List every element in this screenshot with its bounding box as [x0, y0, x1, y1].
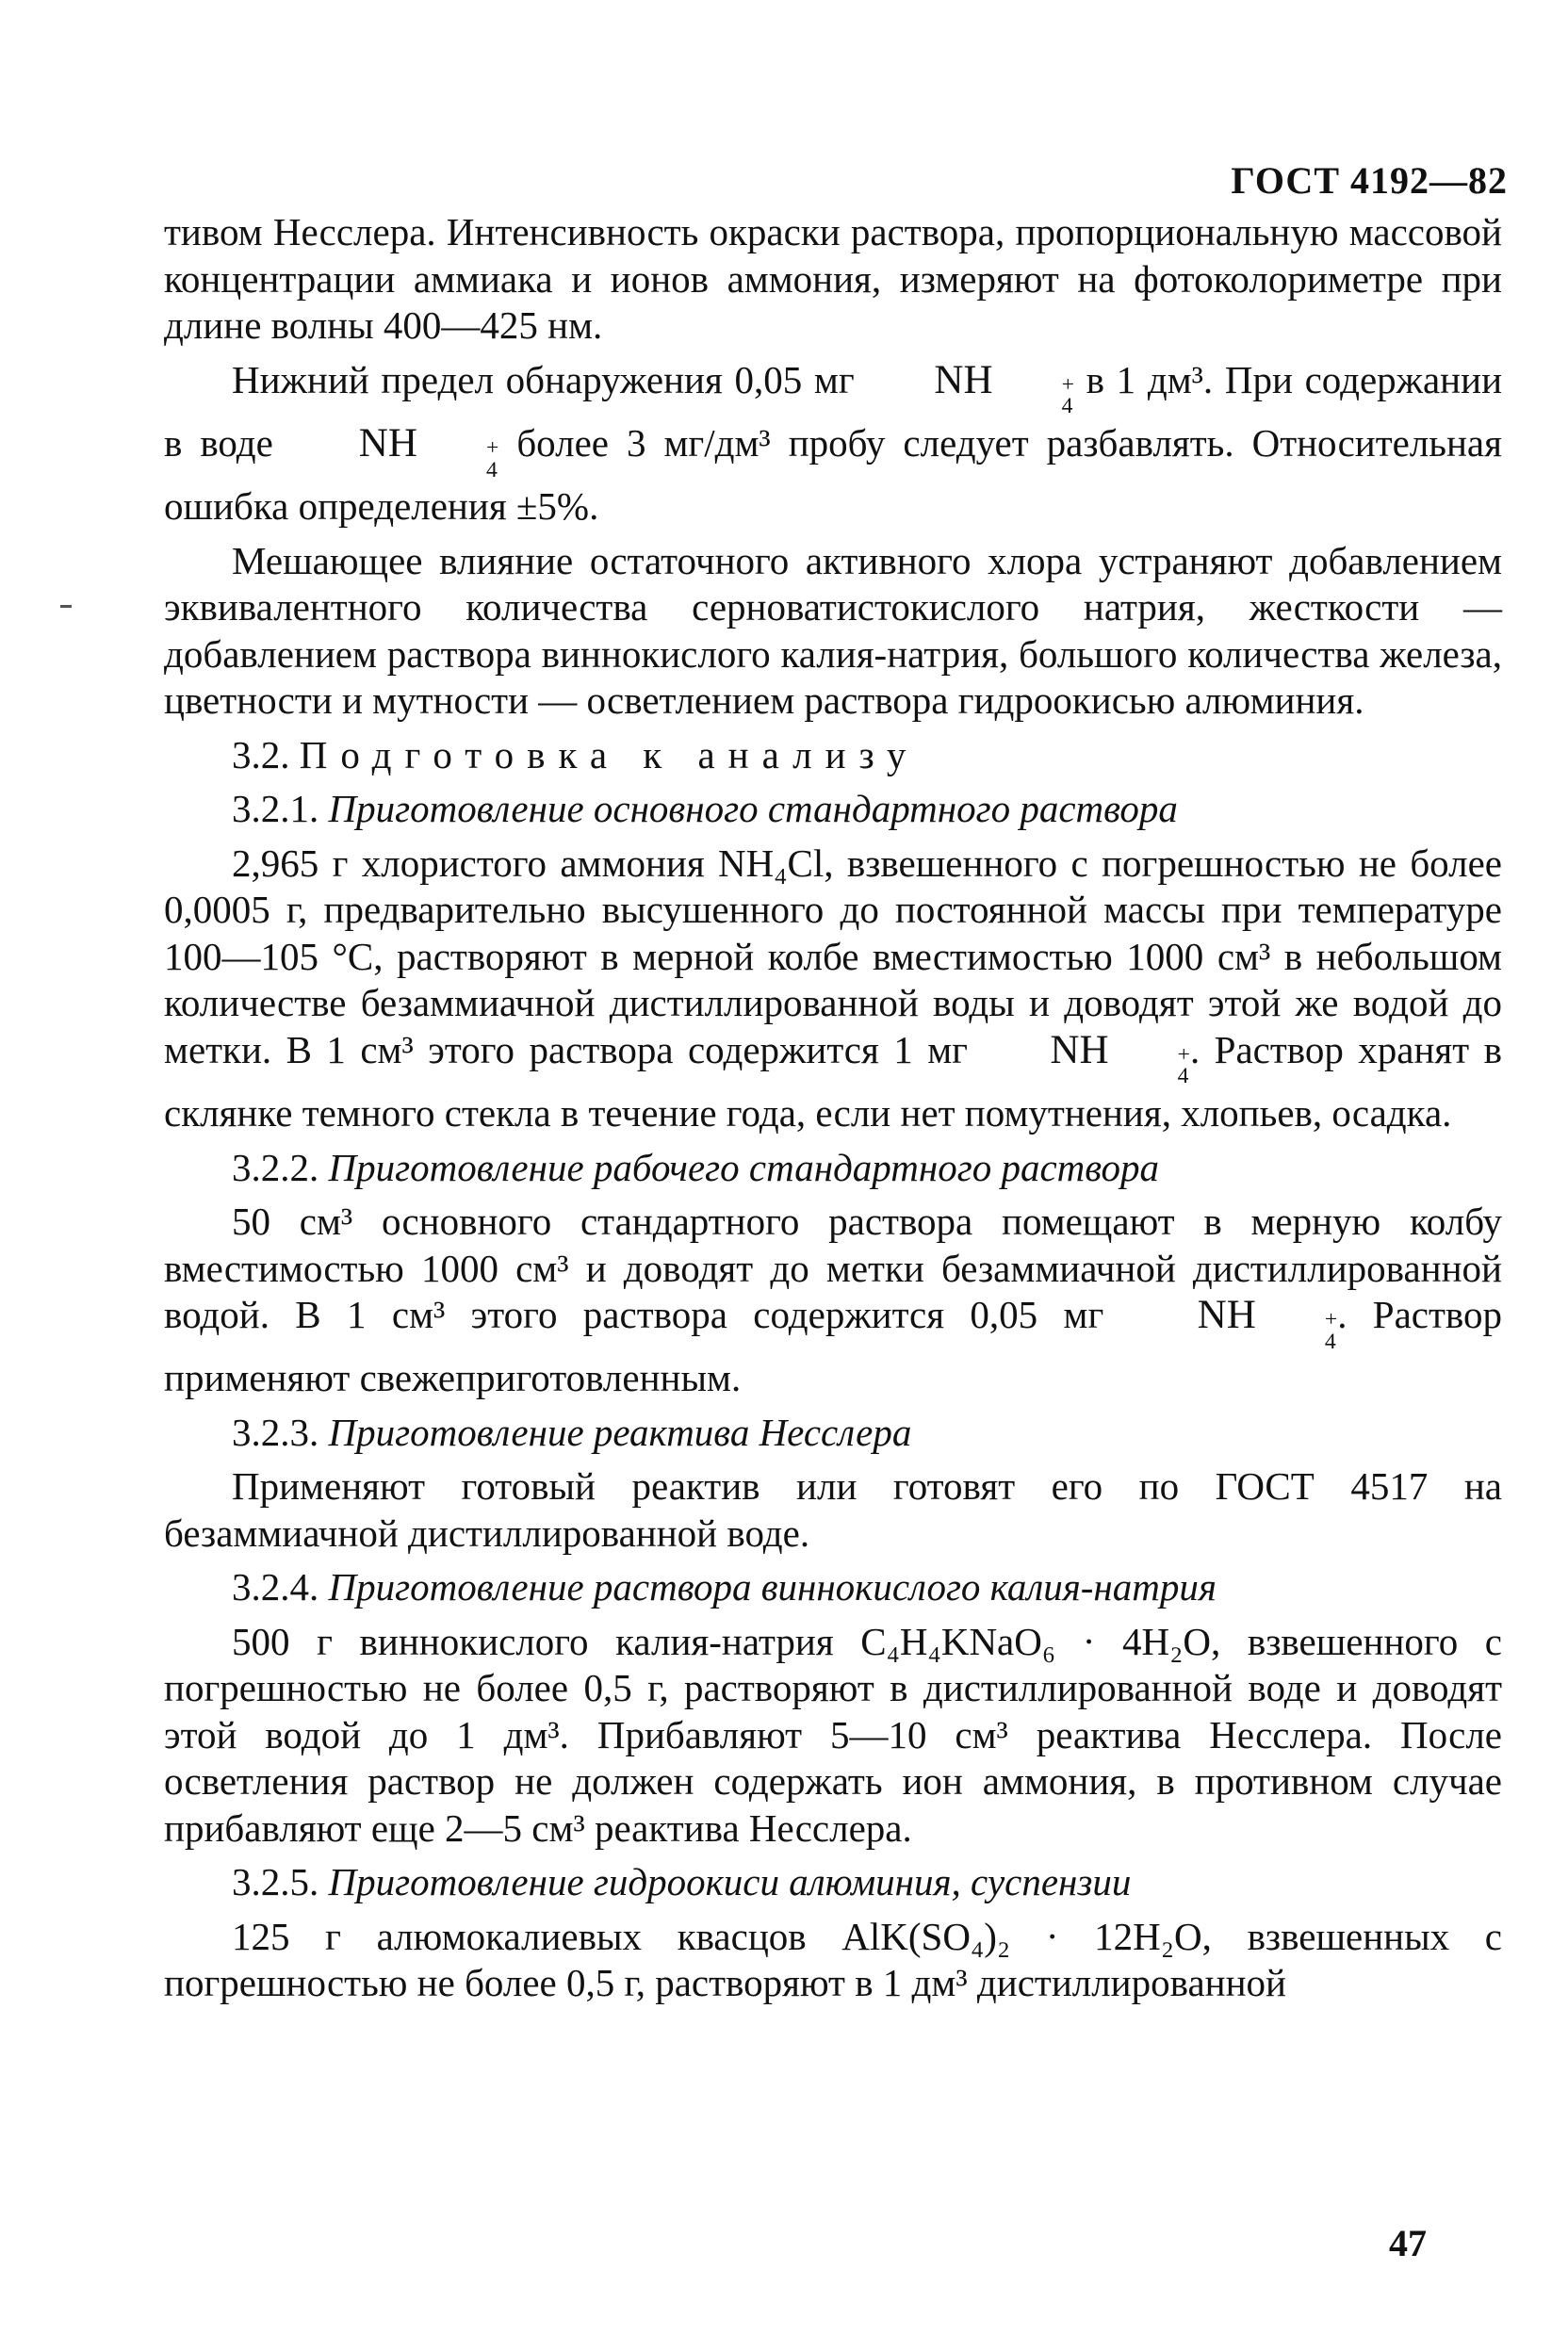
- text-segment: в 1 дм³. При содержании в воде: [164, 357, 1503, 465]
- ammonium-ion-formula: NH + 4: [358, 420, 499, 482]
- section-title: Приготовление гидроокиси алюминия, суспензии: [328, 1860, 1132, 1904]
- text-segment: более 3 мг/дм³ пробу следует разбавлять. Относительная ошибка определения ±5%.: [164, 420, 1502, 529]
- paragraph-tartrate-solution: 500 г виннокислого калия-натрия C₄H₄KNaO₆ · 4H₂O, взвешенного с погрешностью не более 0,5 г, растворяют в дистиллированной воде и доводят этой водой до 1 дм³. Прибавляют 5—10 см³ реактива Несслера. После осветления раствор не должен содержать ион аммония, в противном случае прибавляют еще 2—5 см³ реактива Несслера.: [164, 1619, 1502, 1850]
- section-title: Подготовка к анализу: [299, 732, 920, 776]
- margin-mark: [60, 605, 72, 608]
- document-code: ГОСТ 4192—82: [1231, 159, 1508, 202]
- subsection-heading-3-2-2: [164, 1145, 1502, 1192]
- section-number: 3.2.1.: [232, 787, 319, 831]
- ammonium-ion-formula: NH + 4: [934, 357, 1074, 419]
- subsection-heading-3-2-5: [164, 1859, 1502, 1906]
- page-number: 47: [1389, 2222, 1427, 2264]
- section-number: 3.2.2.: [232, 1145, 319, 1189]
- paragraph-working-solution: [164, 1199, 1502, 1402]
- section-number: 3.2.3.: [232, 1410, 319, 1454]
- paragraph-aluminium-hydroxide: 125 г алюмокалиевых квасцов AlK(SO₄)₂ · 12H₂O, взвешенных с погрешностью не более 0,5 г, растворяют в 1 дм³ дистиллированной: [164, 1914, 1502, 2005]
- section-heading-3-2: [164, 732, 1502, 779]
- section-title: Приготовление рабочего стандартного раствора: [328, 1145, 1160, 1189]
- subsection-heading-3-2-4: [164, 1564, 1502, 1611]
- paragraph-nessler-reagent: Применяют готовый реактив или готовят его по ГОСТ 4517 на безаммиачной дистиллированной воде.: [164, 1464, 1502, 1555]
- text-segment: Нижний предел обнаружения 0,05 мг: [232, 357, 855, 401]
- ammonium-ion-formula: NH + 4: [1197, 1293, 1338, 1354]
- paragraph-intro: тивом Несслера. Интенсивность окраски раствора, пропорциональную массовой концентрации аммиака и ионов аммония, измеряют на фотоколориметре при длине волны 400—425 нм.: [164, 210, 1502, 347]
- ammonium-ion-formula: NH + 4: [1050, 1027, 1190, 1089]
- section-number: 3.2.5.: [232, 1860, 319, 1904]
- section-number: 3.2.4.: [232, 1565, 319, 1609]
- section-title: Приготовление реактива Несслера: [328, 1410, 912, 1454]
- text-segment: . Раствор применяют свежеприготовленным.: [164, 1293, 1502, 1400]
- subsection-heading-3-2-1: [164, 786, 1502, 833]
- text-segment: 2,965 г хлористого аммония NH₄Cl, взвешенного с погрешностью не более 0,0005 г, предварительно высушенного до постоянной массы при температуре 100—105 °С, растворяют в мерной колбе вместимостью 1000 см³ в небольшом количестве безаммиачной дистиллированной воды и доводят этой же водой до метки. В 1 см³ этого раствора содержится 1 мг: [164, 841, 1502, 1071]
- section-number: 3.2.: [232, 732, 290, 776]
- subsection-heading-3-2-3: [164, 1410, 1502, 1457]
- text-segment: 50 см³ основного стандартного раствора помещают в мерную колбу вместимостью 1000 см³ и доводят до метки безаммиачной дистиллированной водой. В 1 см³ этого раствора содержится 0,05 мг: [164, 1200, 1502, 1337]
- paragraph-detection-limit: [164, 357, 1502, 531]
- paragraph-interference: Мешающее влияние остаточного активного хлора устраняют добавлением эквивалентного количества серноватистокислого натрия, жесткости — добавлением раствора виннокислого калия-натрия, большого количества железа, цветности и мутности — осветлением раствора гидроокисью алюминия.: [164, 538, 1502, 723]
- text-segment: . Раствор хранят в склянке темного стекла в течение года, если нет помутнения, хлопьев, осадка.: [164, 1027, 1503, 1135]
- section-title: Приготовление раствора виннокислого калия-натрия: [328, 1565, 1217, 1609]
- section-title: Приготовление основного стандартного раствора: [328, 787, 1178, 831]
- paragraph-stock-solution: [164, 841, 1502, 1137]
- page-body: [164, 209, 1502, 2015]
